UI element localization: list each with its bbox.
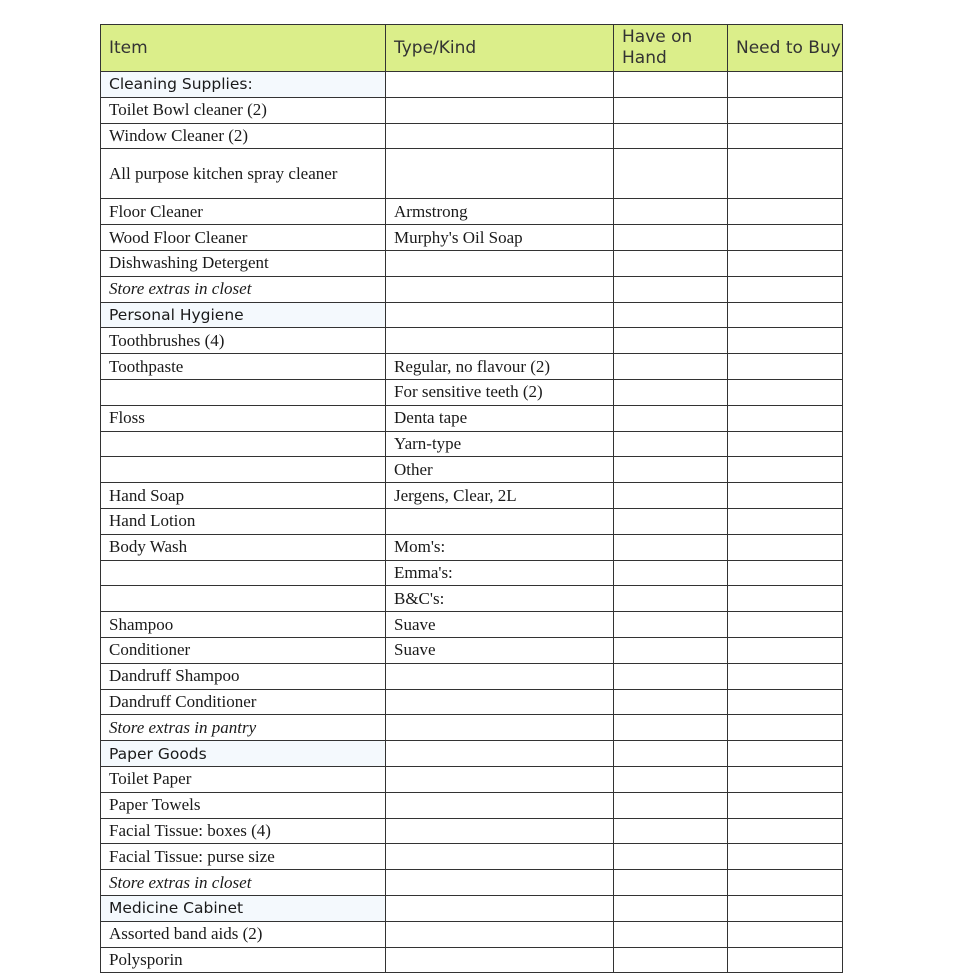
item-cell: Dishwashing Detergent — [101, 250, 386, 276]
item-cell: Dandruff Conditioner — [101, 689, 386, 715]
header-item: Item — [101, 25, 386, 72]
have-on-hand-cell[interactable] — [614, 354, 728, 380]
need-to-buy-cell[interactable] — [728, 844, 843, 870]
have-on-hand-cell[interactable] — [614, 149, 728, 199]
table-row — [101, 97, 843, 123]
need-to-buy-cell[interactable] — [728, 483, 843, 509]
type-cell: Jergens, Clear, 2L — [386, 483, 614, 509]
have-on-hand-cell[interactable] — [614, 741, 728, 767]
need-to-buy-cell[interactable] — [728, 612, 843, 638]
need-to-buy-cell[interactable] — [728, 586, 843, 612]
item-cell: Floor Cleaner — [101, 199, 386, 225]
table-row — [101, 405, 843, 431]
type-cell — [386, 508, 614, 534]
have-on-hand-cell[interactable] — [614, 508, 728, 534]
shopping-checklist-table — [100, 24, 843, 973]
item-cell: Dandruff Shampoo — [101, 663, 386, 689]
item-cell: Store extras in pantry — [101, 715, 386, 741]
have-on-hand-cell[interactable] — [614, 844, 728, 870]
have-on-hand-cell[interactable] — [614, 870, 728, 896]
table-row — [101, 818, 843, 844]
need-to-buy-cell[interactable] — [728, 534, 843, 560]
header-need-to-buy: Need to Buy — [728, 25, 843, 72]
have-on-hand-cell[interactable] — [614, 431, 728, 457]
have-on-hand-cell[interactable] — [614, 97, 728, 123]
type-cell — [386, 72, 614, 98]
have-on-hand-cell[interactable] — [614, 818, 728, 844]
section-header-row — [101, 895, 843, 921]
need-to-buy-cell[interactable] — [728, 741, 843, 767]
need-to-buy-cell[interactable] — [728, 97, 843, 123]
need-to-buy-cell[interactable] — [728, 508, 843, 534]
item-cell: All purpose kitchen spray cleaner — [101, 149, 386, 199]
table-row — [101, 637, 843, 663]
section-header-row — [101, 72, 843, 98]
table-row — [101, 844, 843, 870]
need-to-buy-cell[interactable] — [728, 431, 843, 457]
type-cell: Mom's: — [386, 534, 614, 560]
type-cell — [386, 250, 614, 276]
type-cell — [386, 663, 614, 689]
need-to-buy-cell[interactable] — [728, 792, 843, 818]
item-cell: Paper Towels — [101, 792, 386, 818]
table-row — [101, 149, 843, 199]
item-cell: Window Cleaner (2) — [101, 123, 386, 149]
table-row — [101, 250, 843, 276]
need-to-buy-cell[interactable] — [728, 405, 843, 431]
type-cell — [386, 123, 614, 149]
table-row — [101, 457, 843, 483]
type-cell: Murphy's Oil Soap — [386, 225, 614, 251]
item-cell — [101, 379, 386, 405]
type-cell — [386, 302, 614, 328]
table-row — [101, 612, 843, 638]
need-to-buy-cell[interactable] — [728, 870, 843, 896]
item-cell — [101, 457, 386, 483]
need-to-buy-cell[interactable] — [728, 947, 843, 973]
have-on-hand-cell[interactable] — [614, 586, 728, 612]
item-cell: Store extras in closet — [101, 276, 386, 302]
type-cell — [386, 844, 614, 870]
item-cell — [101, 586, 386, 612]
need-to-buy-cell[interactable] — [728, 328, 843, 354]
have-on-hand-cell[interactable] — [614, 792, 728, 818]
have-on-hand-cell[interactable] — [614, 328, 728, 354]
need-to-buy-cell[interactable] — [728, 149, 843, 199]
table-row — [101, 715, 843, 741]
item-cell: Shampoo — [101, 612, 386, 638]
have-on-hand-cell[interactable] — [614, 379, 728, 405]
have-on-hand-cell[interactable] — [614, 560, 728, 586]
type-cell — [386, 766, 614, 792]
type-cell — [386, 947, 614, 973]
type-cell: Emma's: — [386, 560, 614, 586]
item-cell: Personal Hygiene — [101, 302, 386, 328]
item-cell: Toilet Bowl cleaner (2) — [101, 97, 386, 123]
table-row — [101, 870, 843, 896]
item-cell: Toilet Paper — [101, 766, 386, 792]
table-row — [101, 586, 843, 612]
item-cell: Polysporin — [101, 947, 386, 973]
type-cell — [386, 818, 614, 844]
item-cell: Hand Soap — [101, 483, 386, 509]
have-on-hand-cell[interactable] — [614, 72, 728, 98]
need-to-buy-cell[interactable] — [728, 689, 843, 715]
item-cell: Conditioner — [101, 637, 386, 663]
section-header-row — [101, 302, 843, 328]
item-cell: Facial Tissue: boxes (4) — [101, 818, 386, 844]
have-on-hand-cell[interactable] — [614, 921, 728, 947]
type-cell — [386, 895, 614, 921]
have-on-hand-cell[interactable] — [614, 302, 728, 328]
table-row — [101, 560, 843, 586]
have-on-hand-cell[interactable] — [614, 276, 728, 302]
item-cell: Hand Lotion — [101, 508, 386, 534]
type-cell: B&C's: — [386, 586, 614, 612]
table-row — [101, 766, 843, 792]
type-cell — [386, 870, 614, 896]
table-row — [101, 328, 843, 354]
header-type: Type/Kind — [386, 25, 614, 72]
table-row — [101, 483, 843, 509]
type-cell — [386, 741, 614, 767]
need-to-buy-cell[interactable] — [728, 276, 843, 302]
have-on-hand-cell[interactable] — [614, 123, 728, 149]
table-row — [101, 225, 843, 251]
item-cell: Toothbrushes (4) — [101, 328, 386, 354]
have-on-hand-cell[interactable] — [614, 250, 728, 276]
type-cell — [386, 689, 614, 715]
item-cell: Toothpaste — [101, 354, 386, 380]
type-cell: Yarn-type — [386, 431, 614, 457]
type-cell — [386, 715, 614, 741]
need-to-buy-cell[interactable] — [728, 250, 843, 276]
header-row — [101, 25, 843, 72]
need-to-buy-cell[interactable] — [728, 715, 843, 741]
need-to-buy-cell[interactable] — [728, 560, 843, 586]
type-cell: Suave — [386, 637, 614, 663]
type-cell: Other — [386, 457, 614, 483]
item-cell — [101, 431, 386, 457]
table-row — [101, 689, 843, 715]
have-on-hand-cell[interactable] — [614, 715, 728, 741]
section-header-row — [101, 741, 843, 767]
type-cell: Regular, no flavour (2) — [386, 354, 614, 380]
table-row — [101, 123, 843, 149]
have-on-hand-cell[interactable] — [614, 457, 728, 483]
need-to-buy-cell[interactable] — [728, 766, 843, 792]
need-to-buy-cell[interactable] — [728, 457, 843, 483]
item-cell: Wood Floor Cleaner — [101, 225, 386, 251]
need-to-buy-cell[interactable] — [728, 225, 843, 251]
type-cell — [386, 149, 614, 199]
have-on-hand-cell[interactable] — [614, 766, 728, 792]
table-row — [101, 379, 843, 405]
item-cell: Cleaning Supplies: — [101, 72, 386, 98]
table-row — [101, 354, 843, 380]
type-cell — [386, 276, 614, 302]
item-cell: Floss — [101, 405, 386, 431]
have-on-hand-cell[interactable] — [614, 947, 728, 973]
item-cell: Medicine Cabinet — [101, 895, 386, 921]
table-row — [101, 792, 843, 818]
item-cell: Assorted band aids (2) — [101, 921, 386, 947]
need-to-buy-cell[interactable] — [728, 199, 843, 225]
need-to-buy-cell[interactable] — [728, 663, 843, 689]
have-on-hand-cell[interactable] — [614, 637, 728, 663]
need-to-buy-cell[interactable] — [728, 895, 843, 921]
need-to-buy-cell[interactable] — [728, 302, 843, 328]
item-cell: Facial Tissue: purse size — [101, 844, 386, 870]
have-on-hand-cell[interactable] — [614, 689, 728, 715]
type-cell — [386, 792, 614, 818]
type-cell: Denta tape — [386, 405, 614, 431]
table-row — [101, 534, 843, 560]
type-cell — [386, 97, 614, 123]
item-cell: Store extras in closet — [101, 870, 386, 896]
have-on-hand-cell[interactable] — [614, 405, 728, 431]
table-row — [101, 199, 843, 225]
type-cell: For sensitive teeth (2) — [386, 379, 614, 405]
need-to-buy-cell[interactable] — [728, 354, 843, 380]
table-row — [101, 276, 843, 302]
have-on-hand-cell[interactable] — [614, 483, 728, 509]
need-to-buy-cell[interactable] — [728, 72, 843, 98]
have-on-hand-cell[interactable] — [614, 612, 728, 638]
have-on-hand-cell[interactable] — [614, 225, 728, 251]
table-row — [101, 947, 843, 973]
need-to-buy-cell[interactable] — [728, 818, 843, 844]
type-cell — [386, 921, 614, 947]
need-to-buy-cell[interactable] — [728, 921, 843, 947]
item-cell — [101, 560, 386, 586]
type-cell: Suave — [386, 612, 614, 638]
have-on-hand-cell[interactable] — [614, 895, 728, 921]
need-to-buy-cell[interactable] — [728, 379, 843, 405]
have-on-hand-cell[interactable] — [614, 663, 728, 689]
need-to-buy-cell[interactable] — [728, 637, 843, 663]
table-row — [101, 431, 843, 457]
type-cell: Armstrong — [386, 199, 614, 225]
have-on-hand-cell[interactable] — [614, 199, 728, 225]
header-have-on-hand: Have on Hand — [614, 25, 728, 72]
table-row — [101, 508, 843, 534]
table-row — [101, 663, 843, 689]
item-cell: Body Wash — [101, 534, 386, 560]
need-to-buy-cell[interactable] — [728, 123, 843, 149]
type-cell — [386, 328, 614, 354]
have-on-hand-cell[interactable] — [614, 534, 728, 560]
item-cell: Paper Goods — [101, 741, 386, 767]
table-row — [101, 921, 843, 947]
